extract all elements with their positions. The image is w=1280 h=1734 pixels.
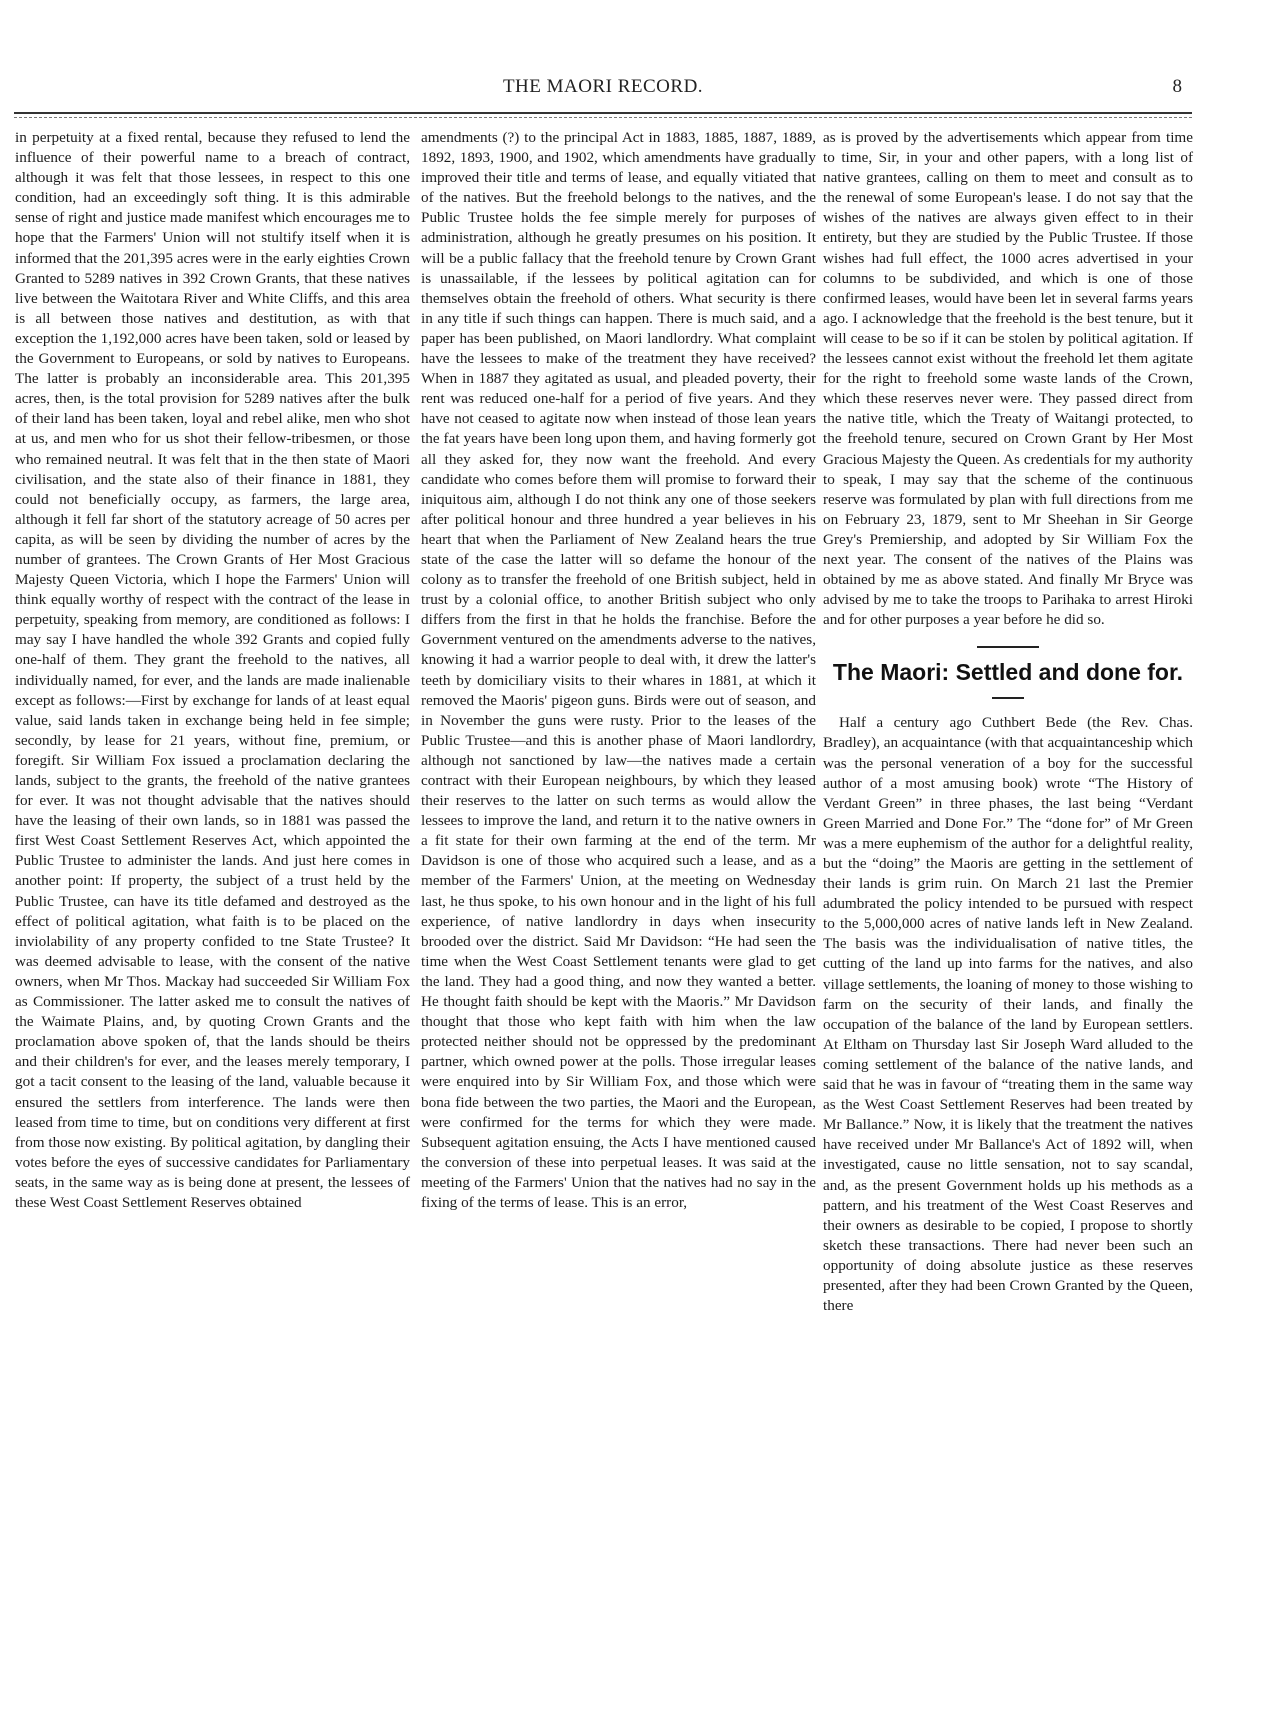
page-number: 8 xyxy=(1172,76,1182,97)
body-paragraph: in perpetuity at a fixed rental, because they refused to lend the influence of their powerful name to a breach of contract, although it was felt that those lessees, in respect to this one condition, had an exceedingly soft thing. It is this admirable sense of right and justice made manifest which encourages me to hope that the Farmers' Union will not stultify itself when it is informed that the 201,395 acres were in the early eighties Crown Granted to 5289 natives in 392 Crown Grants, that these natives live between the Waitotara River and White Cliffs, and this area is all between those natives and destitution, as with that exception the 1,192,000 acres have been taken, sold or leased by the Government to Europeans, or sold by natives to Europeans. The latter is probably an inconsiderable area. This 201,395 acres, then, is the total provision for 5289 natives after the bulk of their land has been taken, loyal and rebel alike, men who shot at us, and men who for us shot their fellow-tribesmen, or those who remained neutral. It was felt that in the then state of Maori civilisation, and the state also of their finance in 1881, they could not beneficially occupy, as farmers, the large area, although it fell far short of the statutory acreage of 50 acres per capita, as will be seen by dividing the number of acres by the number of grantees. The Crown Grants of Her Most Gracious Majesty Queen Victoria, which I hope the Farmers' Union will think equally worthy of respect with the contract of the lease in perpetuity, speaking from memory, are conditioned as follows: I may say I have handled the whole 392 Grants and copied fully one-half of them. They grant the freehold to the natives, all individually named, for ever, and the lands are made inalienable except as follows:—First by exchange for lands of at least equal value, said lands taken in exchange being held in fee simple; secondly, by lease for 21 years, without fine, premium, or foregift. Sir William Fox issued a proclamation declaring the lands, subject to the grants, the freehold of the native grantees for ever. It was not thought advisable that the natives should have the leasing of their own lands, so in 1881 was passed the first West Coast Settlement Reserves Act, which appointed the Public Trustee to administer the lands. And just here comes in another point: If property, the subject of a trust held by the Public Trustee, can have its title defamed and destroyed as the effect of political agitation, what faith is to be placed on the inviolability of any property confided to tne State Trustee? It was deemed advisable to lease, with the consent of the native owners, when Mr Thos. Mackay had succeeded Sir William Fox as Commissioner. The latter asked me to consult the natives of the Waimate Plains, and, by quoting Crown Grants and the proclamation above spoken of, that the lands should be theirs and their children's for ever, and the leases merely temporary, I got a tacit consent to the leasing of the land, valuable because it ensured the settlers from interference. The lands were then leased from time to time, but on conditions very different at first from those now existing. By political agitation, by dangling their votes before the eyes of successive candidates for Parliamentary seats, in the same way as is being done at present, the lessees of these West Coast Settlement Reserves obtained xyxy=(15,129,410,1211)
column-right xyxy=(823,128,1193,1316)
column-left xyxy=(15,128,410,1213)
heading-divider xyxy=(992,697,1024,699)
page-header xyxy=(14,76,1192,104)
running-title: THE MAORI RECORD. xyxy=(502,76,704,97)
body-paragraph: as is proved by the advertisements which appear from time to time, Sir, in your and other papers, with a long list of native grantees, calling on them to meet and consult as to the renewal of some European's lease. I do not say that the wishes of the natives are always given effect to in their entirety, but they are studied by the Public Trustee. If those wishes had full effect, the 1000 acres advertised in your columns to be subdivided, and which is one of those confirmed leases, would have been let in several farms years ago. I acknowledge that the freehold is the best tenure, but it will cease to be so if it can be stolen by political agitation. If the lessees cannot exist without the freehold let them agitate for the right to freehold some waste lands of the Crown, which these reserves never were. They passed direct from the native title, which the Treaty of Waitangi protected, to the freehold tenure, secured on Crown Grant by Her Most Gracious Majesty the Queen. As credentials for my authority to speak, I may say that the scheme of the continuous reserve was formulated by plan with full directions from me on February 23, 1879, sent to Mr Sheehan in Sir George Grey's Premiership, and adopted by Sir William Fox the next year. The consent of the natives of the Plains was obtained by me as above stated. And finally Mr Bryce was advised by me to take the troops to Parihaka to arrest Hiroki and for other purposes a year before he did so. xyxy=(823,129,1193,629)
article-heading: The Maori: Settled and done for. xyxy=(832,659,1184,686)
section-divider xyxy=(977,646,1039,648)
header-rule-secondary xyxy=(14,117,1192,118)
body-paragraph: amendments (?) to the principal Act in 1883, 1885, 1887, 1889, 1892, 1893, 1900, and 1902, which amendments have gradually improved their title and terms of lease, and equally vitiated that of the natives. But the freehold belongs to the natives, and the Public Trustee holds the fee simple merely for purposes of administration, although he greatly presumes on his position. It will be a public fallacy that the freehold tenure by Crown Grant is unassailable, if the lessees by political agitation can for themselves obtain the freehold of others. What security is there in any title if such things can happen. There is much said, and a paper has been published, on Maori landlordry. What complaint have the lessees to make of the treatment they have received? When in 1887 they agitated as usual, and pleaded poverty, their rent was reduced one-half for a period of five years. And they have not ceased to agitate now when instead of those lean years the fat years have been long upon them, and having formerly got all they asked for, they now want the freehold. And every candidate who comes before them will promise to forward their iniquitous aim, although I do not think any one of those seekers after political honour and three hundred a year believes in his heart that when the Parliament of New Zealand hears the true state of the case the latter will so defame the honour of the colony as to transfer the freehold of one British subject, held in trust by a colonial office, to another British subject who only differs from the first in that he holds the franchise. Before the Government ventured on the amendments adverse to the natives, knowing it had a warrior people to deal with, it drew the latter's teeth by domiciliary visits to their whares in 1881, at which it removed the Maoris' pigeon guns. Birds were out of season, and in November the guns were rusty. Prior to the leases of the Public Trustee—and this is another phase of Maori landlordry, although not sanctioned by law—the natives made a certain contract with their European neighbours, by which they leased their reserves to the latter on such terms as would allow the lessees to improve the land, and return it to the native owners in a fit state for their own farming at the end of the term. Mr Davidson is one of those who acquired such a lease, and as a member of the Farmers' Union, at the meeting on Wednesday last, he thus spoke, to his own honour and in the light of his full experience, of native landlordry in days when insecurity brooded over the district. Said Mr Davidson: “He had seen the time when the West Coast Settlement tenants were glad to get the land. They had a good thing, and now they wanted a better. He thought faith should be kept with the Maoris.” Mr Davidson thought that those who kept faith with him when the law protected neither should not be oppressed by the predominant partner, which owned power at the polls. Those irregular leases were enquired into by Sir William Fox, and those which were bona fide between the two parties, the Maori and the European, were confirmed for the terms for which they were made. Subsequent agitation ensuing, the Acts I have mentioned caused the conversion of these into perpetual leases. It was said at the meeting of the Farmers' Union that the natives had no say in the fixing of the terms of lease. This is an error, xyxy=(421,129,816,1211)
column-middle xyxy=(421,128,816,1213)
article-paragraph: Half a century ago Cuthbert Bede (the Rev. Chas. Bradley), an acquaintance (with that acquaintanceship which was the personal veneration of a boy for the successful author of a most amusing book) wrote “The History of Verdant Green” in three phases, the last being “Verdant Green Married and Done For.” The “done for” of Mr Green was a mere euphemism of the author for a delightful reality, but the “doing” the Maoris are getting in the settlement of their lands is grim ruin. On March 21 last the Premier adumbrated the policy intended to be pursued with respect to the 5,000,000 acres of native lands left in New Zealand. The basis was the individualisation of native titles, the cutting of the land up into farms for the natives, and also village settlements, the loaning of money to those wishing to farm on the security of their lands, and finally the occupation of the balance of the land by European settlers. At Eltham on Thursday last Sir Joseph Ward alluded to the coming settlement of the balance of the native lands, and said that he was in favour of “treating them in the same way as the West Coast Settlement Reserves had been treated by Mr Ballance.” Now, it is likely that the treatment the natives have received under Mr Ballance's Act of 1892 will, when investigated, cause no little sensation, not to say scandal, and, as the present Government holds up his methods as a pattern, and his treatment of the West Coast Reserves and their owners as desirable to be copied, I propose to shortly sketch these transactions. There had never been such an opportunity of doing absolute justice as these reserves presented, after they had been Crown Granted by the Queen, there xyxy=(823,714,1193,1315)
header-rule xyxy=(14,112,1192,114)
